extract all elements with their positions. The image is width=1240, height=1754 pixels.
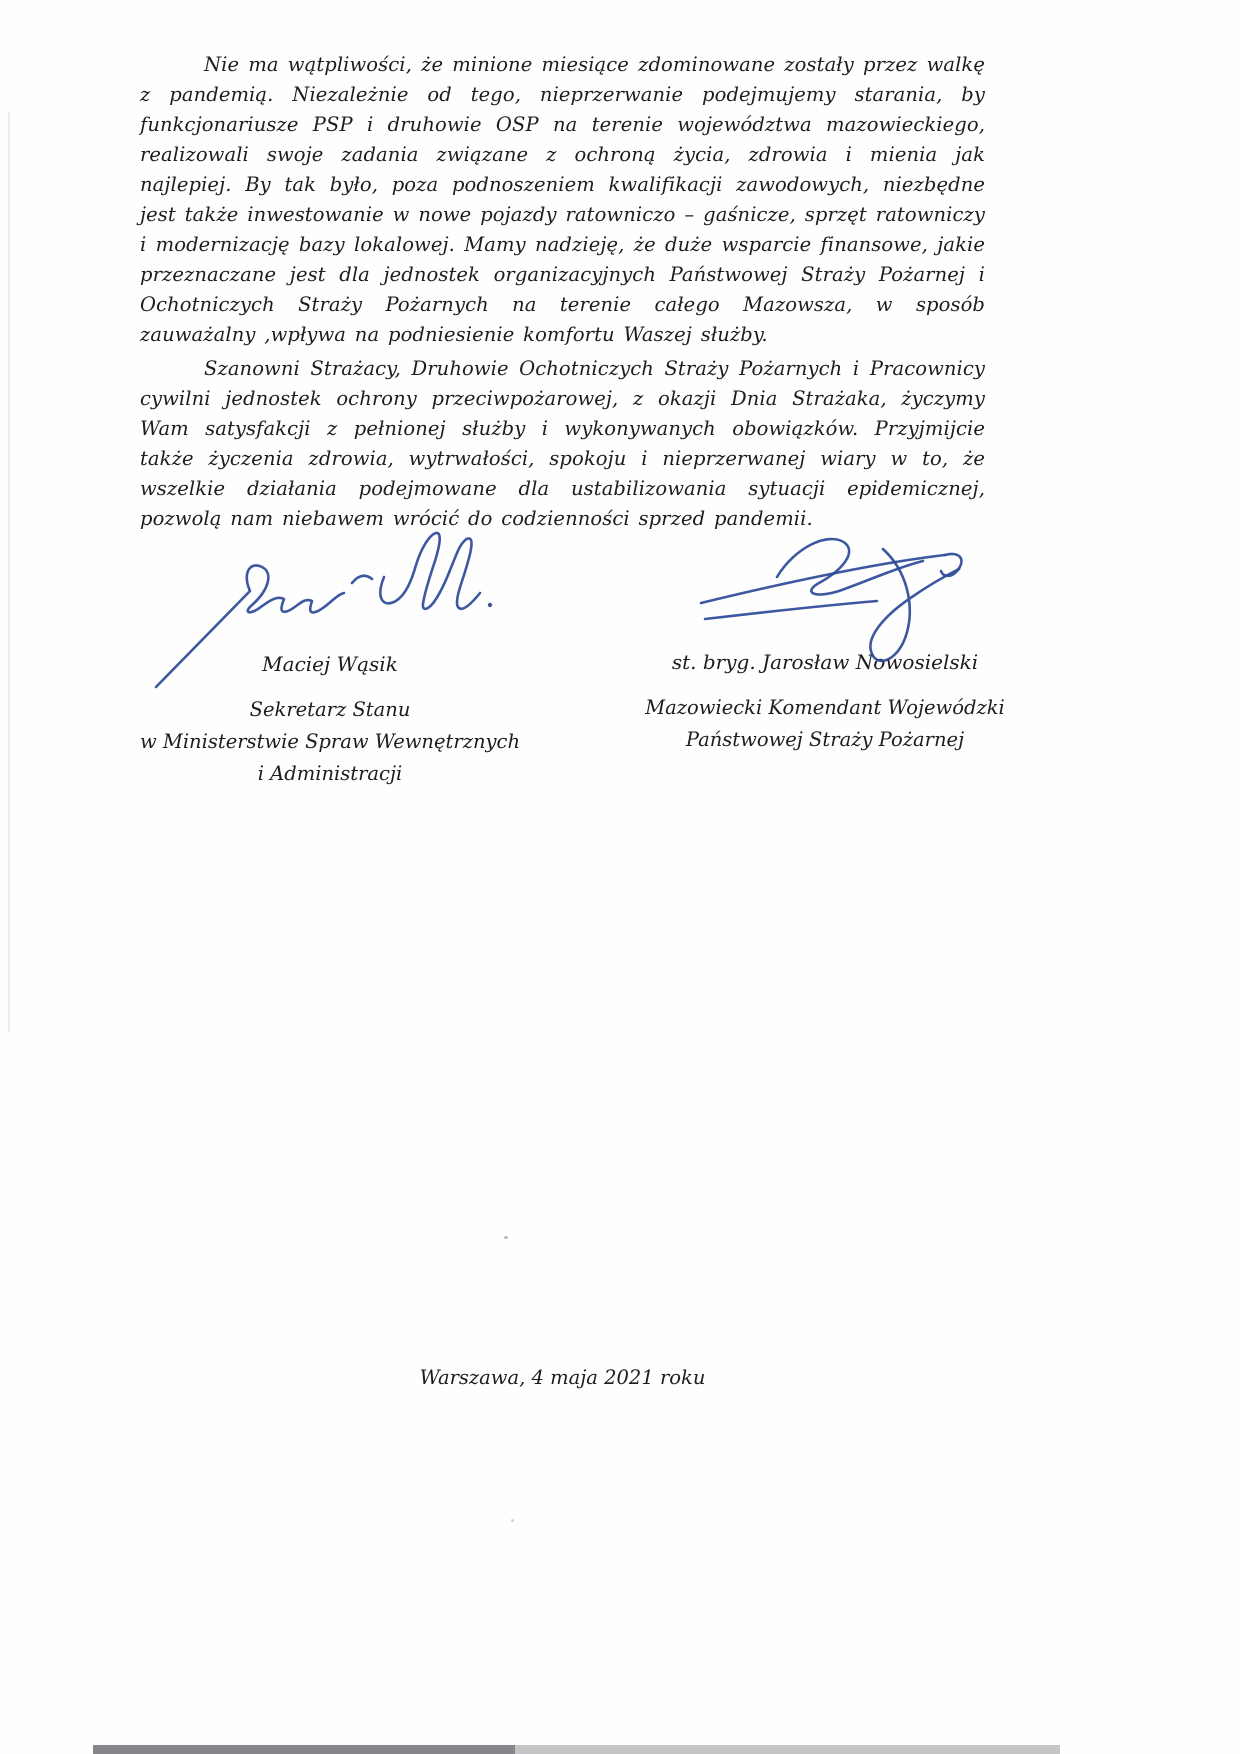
place-and-date: Warszawa, 4 maja 2021 roku: [419, 1366, 706, 1389]
letter-body: [140, 50, 985, 538]
signatory-name-right: st. bryg. Jarosław Nowosielski: [671, 650, 979, 674]
signatory-title-line: w Ministerstwie Spraw Wewnętrznych: [139, 730, 521, 753]
signatory-title-line: Państwowej Straży Pożarnej: [685, 728, 965, 751]
signatory-titles-left: [120, 694, 540, 790]
scan-artifact-bottom-strip-dark: [93, 1745, 515, 1754]
scan-artifact-speck: [511, 1519, 514, 1522]
scan-artifact-bottom-strip-light: [515, 1745, 1060, 1754]
signatory-title-line: Sekretarz Stanu: [249, 698, 411, 721]
signatory-name-left: Maciej Wąsik: [262, 652, 398, 676]
signatory-titles-right: [615, 692, 1035, 756]
signatory-title-line: i Administracji: [257, 762, 403, 785]
paragraph-2: Szanowni Strażacy, Druhowie Ochotniczych Straży Pożarnych i Pracownicy cywilni jednostek ochrony przeciwpożarowej, z okazji Dnia Strażaka, życzymy Wam satysfakcji z pełnionej służby i wykonywanych obowiązków. Przyjmijcie także życzenia zdrowia, wytrwałości, spokoju i nieprzerwanej wiary w to, że wszelkie działania podejmowane dla ustabilizowania sytuacji epidemicznej, pozwolą nam niebawem wrócić do codzienności sprzed pandemii.: [140, 357, 985, 530]
scan-artifact-vertical-line: [8, 112, 10, 1032]
scan-artifact-speck: [504, 1236, 508, 1239]
signatory-title-line: Mazowiecki Komendant Wojewódzki: [645, 696, 1005, 719]
paragraph-1: Nie ma wątpliwości, że minione miesiące zdominowane zostały przez walkę z pandemią. Niezależnie od tego, nieprzerwanie podejmujemy starania, by funkcjonariusze PSP i druhowie OSP na terenie województwa mazowieckiego, realizowali swoje zadania związane z ochroną życia, zdrowia i mienia jak najlepiej. By tak było, poza podnoszeniem kwalifikacji zawodowych, niezbędne jest także inwestowanie w nowe pojazdy ratowniczo – gaśnicze, sprzęt ratowniczy i modernizację bazy lokalowej. Mamy nadzieję, że duże wsparcie finansowe, jakie przeznaczane jest dla jednostek organizacyjnych Państwowej Straży Pożarnej i Ochotniczych Straży Pożarnych na terenie całego Mazowsza, w sposób zauważalny ,wpływa na podniesienie komfortu Waszej służby.: [140, 53, 985, 346]
